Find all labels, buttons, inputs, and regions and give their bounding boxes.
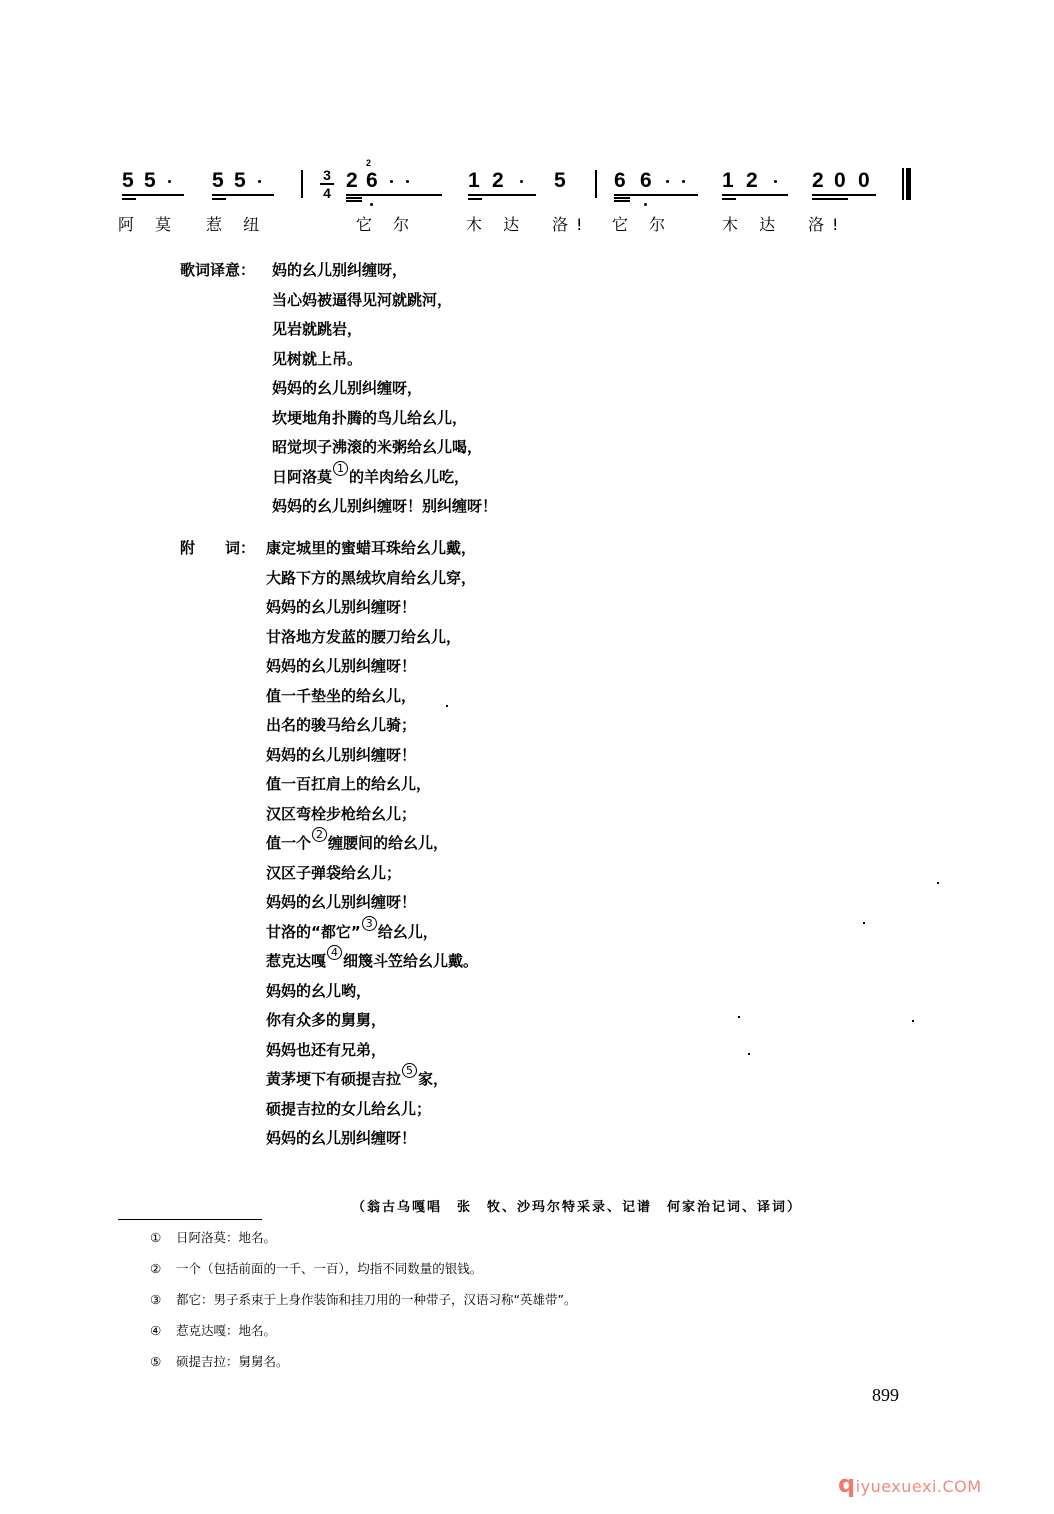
lyric-line: 妈妈的幺儿哟， [266,981,372,1000]
lyric-line: 出名的骏马给幺儿骑； [266,716,417,734]
footnote-item [150,1259,576,1290]
lyric-line: 妈妈的幺儿别纠缠呀！ [266,657,417,675]
note: 1 [468,169,480,192]
footnote-marker: 5 [402,1063,417,1078]
lyric: 木 达 [722,215,784,234]
scan-speck [446,705,448,707]
barline [301,170,303,198]
footnote-item [150,1228,576,1259]
footnote-number: ③ [150,1292,162,1307]
note: 2 [492,169,504,192]
beam-line [346,197,362,199]
footnote-divider [118,1219,262,1220]
note: 0 [858,169,870,192]
lyric-line: 见树就上吊。 [272,349,363,368]
lyric-line: 康定城里的蜜蜡耳珠给幺儿戴， [266,539,477,557]
lyric-line: 值一个 2 缠腰间的给幺儿， [266,828,449,852]
note: 5 [234,169,246,192]
lyric: 阿 莫 [118,215,180,234]
note: 2 [812,169,824,192]
lyric-line: 妈的幺儿别纠缠呀， [272,261,408,279]
credit-line: （翁古乌嘎唱 张 牧、沙玛尔特采录、记谱 何家治记词、译词） [352,1200,803,1215]
footnote-item [150,1321,576,1352]
footnote-text: 都它：男子系束于上身作装饰和挂刀用的一种带子，汉语习称“英雄带”。 [176,1292,577,1307]
lyric-line: 妈妈的幺儿别纠缠呀！别纠缠呀！ [272,497,498,515]
lyric-line: 妈妈的幺儿别纠缠呀！ [266,893,417,911]
lyric: 惹 纽 [206,215,268,234]
augmentation-dot [666,180,669,183]
scan-speck [748,1053,750,1055]
final-barline-thin [902,168,904,200]
beam-line [212,194,274,196]
scan-speck [738,1016,740,1018]
lyric-line: 黄茅埂下有硕提吉拉 5 家， [266,1064,449,1088]
beam-line [722,198,736,200]
beam-line [614,197,630,199]
footnote-number: ② [150,1261,162,1276]
lyric: 木 达 [466,215,528,234]
beam-line [346,200,362,202]
scan-speck [863,922,865,924]
lyric-line: 硕提吉拉的女儿给幺儿； [266,1099,432,1118]
beam-line [468,194,536,196]
note: 6 [614,169,626,192]
barline [595,170,597,198]
lyric-line: 妈妈的幺儿别纠缠呀！ [266,598,417,616]
note: 5 [122,169,134,192]
appendix-lines [266,534,478,1154]
note: 6 [366,169,378,192]
lyric-line: 汉区子弹袋给幺儿； [266,863,402,882]
augmentation-dot [258,180,261,183]
note: 1 [722,169,734,192]
augmentation-dot [406,180,409,183]
lyric-line: 妈妈也还有兄弟， [266,1040,387,1059]
augmentation-dot [390,180,393,183]
lyric: 洛! [808,215,847,234]
beam-line [122,198,136,200]
augmentation-dot [774,180,777,183]
lyric-line: 日阿洛莫 1 的羊肉给幺儿吃， [272,461,470,486]
beam-line [614,194,698,196]
lyric-line: 当心妈被逼得见河就跳河， [272,290,453,309]
beam-line [614,200,630,202]
lyric-line: 大路下方的黑绒坎肩给幺儿穿， [266,568,477,587]
footnote-text: 日阿洛莫：地名。 [176,1230,277,1245]
section-label: 歌词译意： [180,261,256,279]
scan-speck [912,1020,914,1022]
lyric-line: 妈妈的幺儿别纠缠呀！ [266,745,417,764]
note: 5 [144,169,156,192]
octave-dot-below [644,203,647,206]
beam-line [346,194,442,196]
footnote-marker: 3 [362,916,377,931]
lyric: 它 尔 [612,215,674,234]
footnote-item [150,1290,576,1321]
footnote-number: ④ [150,1323,162,1338]
note: 2 [746,169,758,192]
page-number: 899 [872,1385,899,1405]
lyric-line: 值一百扛肩上的给幺儿， [266,775,432,793]
note: 5 [554,169,566,192]
lyric-line: 坎埂地角扑腾的鸟儿给幺儿， [272,408,468,427]
footnote-number: ① [150,1230,162,1245]
lyric-line: 见岩就跳岩， [272,320,363,338]
footnote-text: 惹克达嘎：地名。 [176,1323,277,1338]
augmentation-dot [520,180,523,183]
footnote-marker: 2 [312,827,327,842]
watermark-initial: q [838,1470,856,1498]
augmentation-dot [168,180,171,183]
watermark [838,1470,982,1498]
footnote-text: 硕提吉拉：舅舅名。 [176,1354,289,1369]
scan-speck [937,882,939,884]
note: 2 [346,169,358,192]
beam-line [468,198,482,200]
note: 5 [212,169,224,192]
octave-dot-below [370,203,373,206]
lyric-line: 甘洛的“都它” 3 给幺儿， [266,916,438,941]
lyric-line: 值一千垫坐的给幺儿， [266,686,417,705]
lyric: 洛! [552,215,591,234]
footnote-marker: 1 [333,461,348,476]
watermark-text: iyuexuexi.COM [855,1477,982,1496]
lyric-line: 昭觉坝子沸滚的米粥给幺儿喝， [272,438,483,456]
footnote-text: 一个（包括前面的一千、一百），均指不同数量的银钱。 [176,1261,483,1276]
lyric-line: 甘洛地方发蓝的腰刀给幺儿， [266,627,462,646]
translation-lines [272,256,497,522]
lyric-line: 你有众多的舅舅， [266,1011,387,1029]
footnote-item [150,1352,576,1383]
footnotes [150,1228,576,1383]
lyric: 它 尔 [356,215,418,234]
note: 6 [640,169,652,192]
time-signature-bottom: 4 [323,185,331,201]
lyric-line: 妈妈的幺儿别纠缠呀！ [266,1129,417,1147]
lyric-line: 汉区弯栓步枪给幺儿； [266,804,417,823]
footnote-number: ⑤ [150,1354,162,1369]
note: 0 [834,169,846,192]
time-signature [320,168,334,200]
beam-line [722,194,788,196]
footnote-marker: 4 [327,945,342,960]
music-score [118,158,918,238]
augmentation-dot [682,180,685,183]
time-signature-top: 3 [323,167,331,183]
lyric-line: 妈妈的幺儿别纠缠呀， [272,379,423,397]
beam-line [212,198,226,200]
beam-line [122,194,184,196]
grace-note: 2 [366,158,372,168]
lyric-line: 惹克达嘎 4 细篾斗笠给幺儿戴。 [266,946,479,970]
section-label: 附 词： [180,539,256,557]
beam-line [812,198,848,200]
beam-line [812,194,876,196]
final-barline-thick [906,168,911,200]
